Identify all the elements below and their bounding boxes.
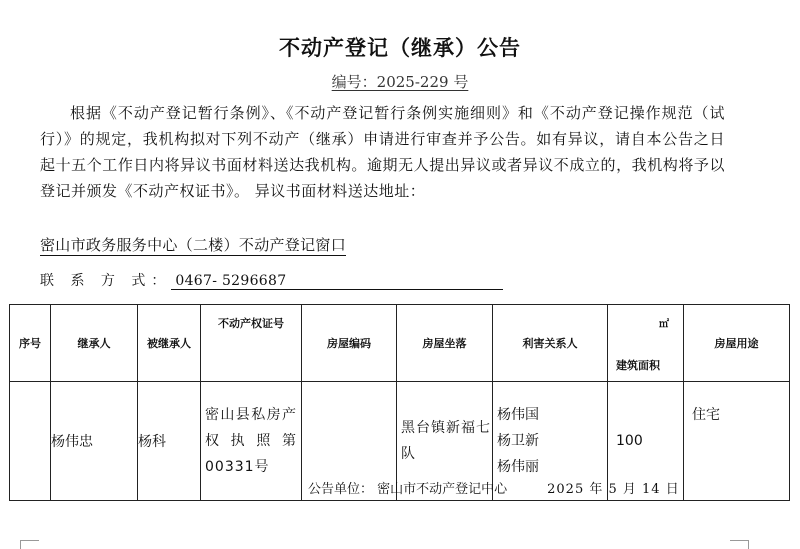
- cell-area: 100: [608, 382, 684, 501]
- cell-certificate: 密山县私房产权执照第00331号: [201, 382, 302, 501]
- cell-seq: [10, 382, 51, 501]
- header-area-unit: ㎡: [659, 319, 669, 330]
- header-usage: 房屋用途: [684, 305, 790, 382]
- contact-label: 联 系 方 式：: [40, 273, 172, 289]
- objection-address: [40, 234, 346, 255]
- issuing-unit: 公告单位： 密山市不动产登记中心: [308, 482, 508, 497]
- contact-phone: 0467- 5296687: [171, 273, 503, 290]
- header-decedent: 被继承人: [138, 305, 201, 382]
- interested-party: 杨卫新: [497, 433, 539, 449]
- issue-date: 2025 年 5 月 14 日: [547, 482, 680, 497]
- header-location: 房屋坐落: [397, 305, 493, 382]
- header-seq: 序号: [10, 305, 51, 382]
- cell-decedent: 杨科: [138, 382, 201, 501]
- inheritance-table: [9, 304, 790, 501]
- notice-number: [0, 71, 800, 92]
- table-header-row: [10, 305, 790, 382]
- interested-party: 杨伟国: [497, 407, 539, 423]
- cell-location: 黑台镇新福七队: [397, 382, 493, 501]
- notice-body: 根据《不动产登记暂行条例》、《不动产登记暂行条例实施细则》和《不动产登记操作规范（试行）》的规定，我机构拟对下列不动产（继承）申请进行审查并予公告。如有异议，请自本公告之日起十五个工作日内将异议书面材料送达我机构。逾期无人提出异议或者异议不成立的，我机构将予以登记并颁发《不动产权证书》。 异议书面材料送达地址：: [40, 104, 725, 200]
- notice-title: 不动产登记（继承）公告: [279, 36, 521, 60]
- header-house-code: 房屋编码: [302, 305, 397, 382]
- header-interested: 利害关系人: [493, 305, 608, 382]
- header-certificate: 不动产权证号: [201, 305, 302, 382]
- notice-footer: [308, 478, 680, 497]
- notice-number-text: 编号：2025-229 号: [331, 73, 469, 91]
- cell-heir: 杨伟忠: [51, 382, 138, 501]
- interested-party: 杨伟丽: [497, 459, 539, 475]
- cell-usage: 住宅: [684, 382, 790, 501]
- contact-info: [40, 270, 503, 290]
- header-area-label: 建筑面积: [616, 359, 660, 372]
- header-area: [608, 305, 684, 382]
- objection-address-text: 密山市政务服务中心（二楼）不动产登记窗口: [40, 236, 347, 254]
- header-heir: 继承人: [51, 305, 138, 382]
